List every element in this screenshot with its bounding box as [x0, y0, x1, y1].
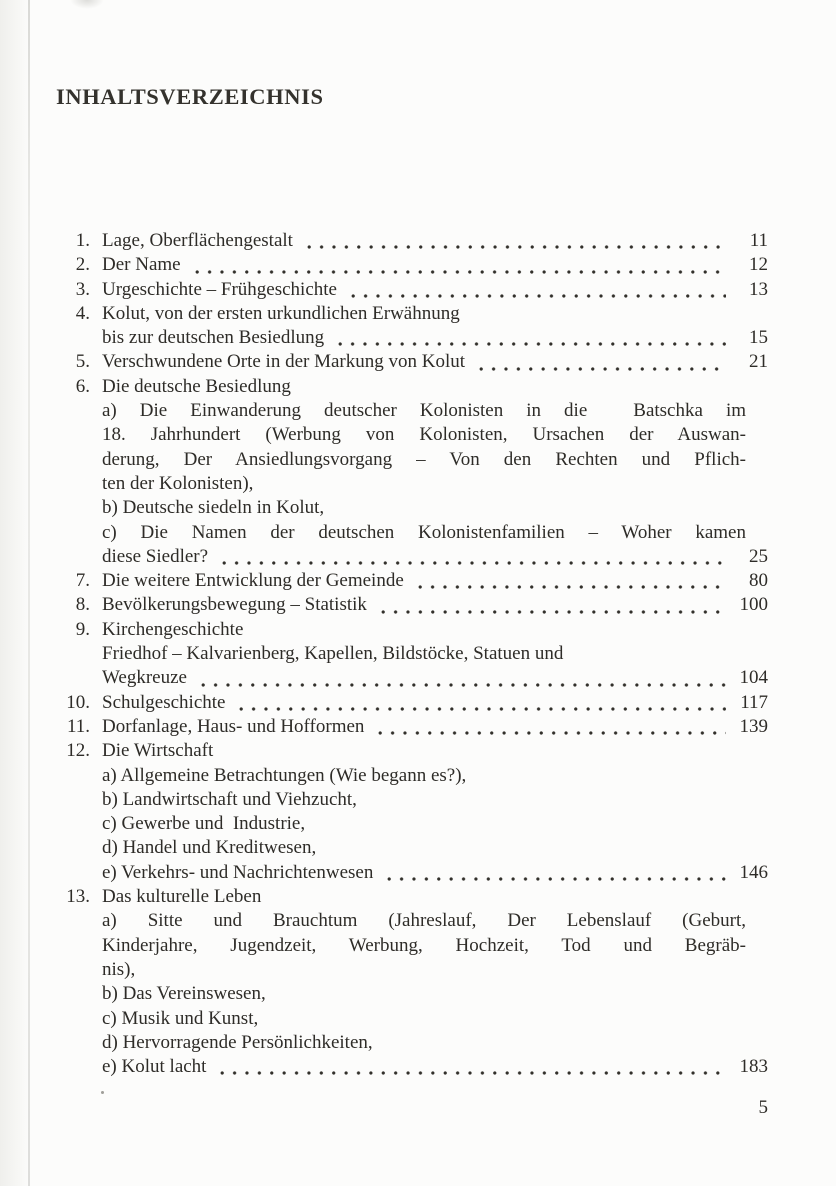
toc-line	[56, 715, 768, 739]
page-ref: 183	[739, 1056, 768, 1078]
toc-line	[56, 375, 768, 399]
page-ref: 100	[739, 594, 768, 616]
entry-text: Kolut, von der ersten urkundlichen Erwähnung	[102, 302, 460, 324]
entry-text: b) Landwirtschaft und Viehzucht,	[102, 788, 357, 810]
page-number: 5	[758, 1097, 768, 1118]
toc-line	[56, 1007, 768, 1031]
entry-text: c) Die Namen der deutschen Kolonistenfamilien – Woher kamen	[102, 521, 746, 543]
dot-leader	[214, 1055, 726, 1079]
page-ref: 117	[740, 691, 768, 713]
dot-leader	[345, 278, 726, 302]
toc-line	[56, 521, 768, 545]
toc-line	[56, 982, 768, 1006]
entry-text: Lage, Oberflächengestalt	[102, 230, 293, 251]
dot-leader	[332, 326, 726, 350]
entry-text: Verschwundene Orte in der Markung von Kolut	[102, 351, 466, 373]
toc-line	[56, 691, 768, 715]
dot-leader	[372, 715, 726, 739]
entry-text: Wegkreuze	[102, 667, 187, 689]
page-ref: 11	[749, 230, 768, 251]
toc-line	[56, 642, 768, 666]
toc-line	[56, 861, 768, 885]
toc-line	[56, 618, 768, 642]
entry-text: Die weitere Entwicklung der Gemeinde	[102, 570, 404, 592]
page-title: INHALTSVERZEICHNIS	[56, 84, 324, 109]
toc-line	[56, 399, 768, 423]
entry-text: a) Allgemeine Betrachtungen (Wie begann es?),	[102, 764, 467, 786]
toc-line	[56, 423, 768, 447]
entry-text: Die deutsche Besiedlung	[102, 375, 291, 397]
dot-leader	[375, 593, 726, 617]
page-ref: 21	[749, 351, 768, 373]
entry-text: b) Das Vereinswesen,	[102, 983, 266, 1005]
entry-text: e) Kolut lacht	[102, 1056, 207, 1078]
entry-number: 4.	[75, 302, 90, 324]
toc-line	[56, 764, 768, 788]
entry-text: Friedhof – Kalvarienberg, Kapellen, Bildstöcke, Statuen und	[102, 643, 564, 665]
entry-text: Urgeschichte – Frühgeschichte	[102, 278, 337, 300]
page-ref: 146	[739, 861, 768, 883]
entry-number: 7.	[75, 570, 90, 592]
toc-line	[56, 739, 768, 763]
entry-number: 8.	[75, 594, 90, 616]
entry-text: d) Handel und Kreditwesen,	[102, 837, 317, 859]
entry-text: Kinderjahre, Jugendzeit, Werbung, Hochzeit, Tod und Begräb-	[102, 934, 746, 956]
toc-line	[56, 545, 768, 569]
dot-leader	[301, 229, 726, 253]
entry-text: Bevölkerungsbewegung – Statistik	[102, 594, 367, 616]
toc-line	[56, 253, 768, 277]
dot-leader	[216, 545, 726, 569]
page-ref: 15	[749, 327, 768, 349]
page-ref: 104	[739, 667, 768, 689]
toc-line	[56, 909, 768, 933]
entry-text: bis zur deutschen Besiedlung	[102, 327, 325, 349]
entry-number: 2.	[75, 254, 90, 276]
toc-line	[56, 593, 768, 617]
toc-line	[56, 326, 768, 350]
entry-text: a) Sitte und Brauchtum (Jahreslauf, Der Lebenslauf (Geburt,	[102, 910, 746, 932]
toc-line	[56, 1031, 768, 1055]
toc-line	[56, 350, 768, 374]
toc-line	[56, 958, 768, 982]
toc-line	[56, 496, 768, 520]
dot-leader	[233, 691, 726, 715]
entry-number: 1.	[75, 230, 90, 251]
scan-edge-line	[28, 0, 30, 1186]
toc-line	[56, 229, 768, 253]
entry-number: 10.	[66, 691, 90, 713]
entry-text: derung, Der Ansiedlungsvorgang – Von den Rechten und Pflich-	[102, 448, 746, 470]
toc-line	[56, 666, 768, 690]
dot-leader	[195, 666, 726, 690]
entry-number: 6.	[75, 375, 90, 397]
entry-text: Der Name	[102, 254, 181, 276]
entry-text: 18. Jahrhundert (Werbung von Kolonisten, Ursachen der Auswan-	[102, 424, 746, 446]
entry-text: Das kulturelle Leben	[102, 886, 262, 908]
scan-edge-shadow	[0, 0, 28, 1186]
entry-text: nis),	[102, 958, 136, 980]
entry-number: 12.	[66, 740, 90, 762]
dot-leader	[473, 350, 726, 374]
entry-number: 13.	[66, 886, 90, 908]
toc-list	[56, 229, 768, 1079]
toc-line	[56, 836, 768, 860]
scan-smudge	[70, 0, 104, 9]
entry-text: d) Hervorragende Persönlichkeiten,	[102, 1031, 373, 1053]
toc-line	[56, 448, 768, 472]
toc-line	[56, 569, 768, 593]
entry-text: ten der Kolonisten),	[102, 472, 254, 494]
toc-line	[56, 788, 768, 812]
toc-line	[56, 278, 768, 302]
page-ref: 80	[749, 570, 768, 592]
entry-text: Kirchengeschichte	[102, 618, 244, 640]
entry-text: diese Siedler?	[102, 545, 209, 567]
entry-text: b) Deutsche siedeln in Kolut,	[102, 497, 325, 519]
entry-text: a) Die Einwanderung deutscher Kolonisten in die Batschka im	[102, 400, 746, 422]
dot-leader	[381, 861, 726, 885]
entry-text: c) Gewerbe und Industrie,	[102, 813, 306, 835]
entry-text: c) Musik und Kunst,	[102, 1007, 259, 1029]
page-ref: 25	[749, 545, 768, 567]
entry-text: Die Wirtschaft	[102, 740, 214, 762]
dot-leader	[412, 569, 726, 593]
toc-line	[56, 1055, 768, 1079]
toc-line	[56, 472, 768, 496]
entry-number: 5.	[75, 351, 90, 373]
toc-line	[56, 885, 768, 909]
entry-number: 9.	[75, 618, 90, 640]
page-ref: 13	[749, 278, 768, 300]
page-ref: 139	[739, 715, 768, 737]
page-ref: 12	[749, 254, 768, 276]
entry-number: 11.	[66, 715, 90, 737]
entry-text: e) Verkehrs- und Nachrichtenwesen	[102, 861, 374, 883]
toc-line	[56, 934, 768, 958]
toc-line	[56, 812, 768, 836]
dot-leader	[189, 253, 726, 277]
entry-number: 3.	[75, 278, 90, 300]
scan-speckle	[101, 1091, 104, 1094]
entry-text: Dorfanlage, Haus- und Hofformen	[102, 715, 365, 737]
toc-line	[56, 302, 768, 326]
entry-text: Schulgeschichte	[102, 691, 226, 713]
